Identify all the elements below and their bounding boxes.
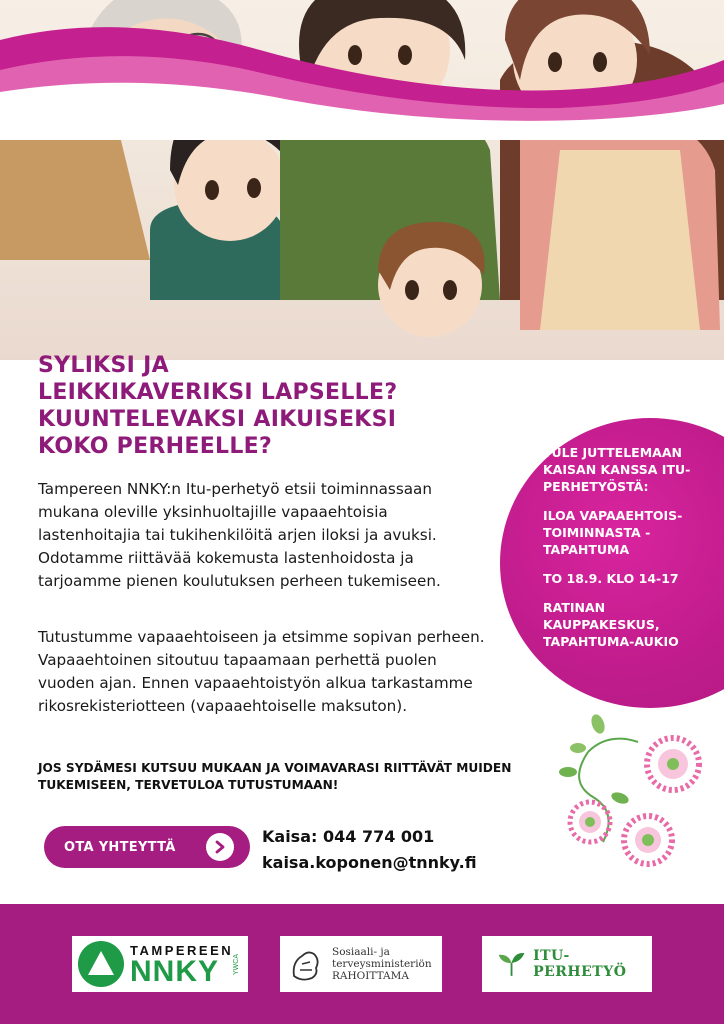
sprout-icon [496, 949, 527, 979]
stm-line: Sosiaali- ja [332, 946, 390, 958]
nnky-logo-side: YWCA [233, 953, 241, 975]
stm-line: RAHOITTAMA [332, 970, 409, 982]
hero-illustration [0, 0, 724, 360]
headline [38, 352, 458, 460]
nnky-logo-top: TAMPEREEN [130, 942, 234, 958]
contact-button-label: OTA YHTEYTTÄ [64, 839, 176, 855]
itu-logo [482, 936, 652, 992]
decor-wave [0, 0, 724, 140]
headline-line: KOKO PERHEELLE? [38, 434, 273, 459]
stm-line: terveysministeriön [332, 958, 432, 970]
contact-button[interactable] [44, 826, 250, 868]
nnky-logo-main: NNKY [130, 954, 220, 988]
contact-phone[interactable]: Kaisa: 044 774 001 [262, 827, 435, 846]
callout-text: JOS SYDÄMESI KUTSUU MUKAAN JA VOIMAVARASI RIITTÄVÄT MUIDEN TUKEMISEEN, TERVETULOA TUTUSTUMAAN! [38, 761, 512, 792]
nnky-triangle-icon [76, 939, 126, 989]
headline-line: SYLIKSI JA [38, 353, 169, 378]
process-paragraph: Tutustumme vapaaehtoiseen ja etsimme sopivan perheen. Vapaaehtoinen sitoutuu tapaamaan perhettä puolen vuoden ajan. Ennen vapaaehtoistyön alkua tarkastamme rikosrekisteriotteen (vapaaehtoiselle maksuton). [38, 628, 485, 715]
contact-email[interactable]: kaisa.koponen@tnnky.fi [262, 853, 477, 872]
event-time: TO 18.9. KLO 14-17 [543, 571, 679, 586]
chevron-right-icon [206, 833, 234, 861]
stm-logo [280, 936, 442, 992]
intro-paragraph: Tampereen NNKY:n Itu-perhetyö etsii toiminnassaan mukana oleville yksinhuoltajille vapaaehtoisia lastenhoitajia tai tukihenkilöitä arjen iloksi ja avuksi. Odotamme riittävää kokemusta lastenhoidosta ja tarjoamme pienen koulutuksen perheen tukemiseen. [38, 480, 441, 590]
headline-line: KUUNTELEVAKSI AIKUISEKSI [38, 407, 397, 432]
event-details [543, 444, 723, 662]
flower-vine-icon [548, 712, 718, 872]
lion-crest-icon [288, 944, 324, 984]
itu-logo-text: ITU-PERHETYÖ [533, 948, 627, 980]
event-place: RATINAN KAUPPAKESKUS, TAPAHTUMA-AUKIO [543, 600, 679, 649]
event-intro: TULE JUTTELEMAAN KAISAN KANSSA ITU-PERHETYÖSTÄ: [543, 445, 691, 494]
nnky-logo [72, 936, 248, 992]
headline-line: LEIKKIKAVERIKSI LAPSELLE? [38, 380, 398, 405]
event-name: ILOA VAPAAEHTOIS- TOIMINNASTA -TAPAHTUMA [543, 508, 683, 557]
